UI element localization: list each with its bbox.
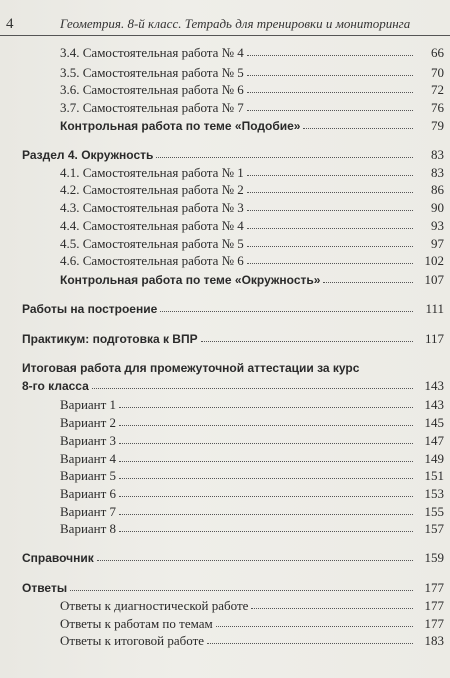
toc-entry [0, 486, 450, 504]
toc-entry-page: 90 [431, 200, 444, 215]
toc-entry-page: 107 [424, 272, 444, 287]
toc-entry-page: 147 [424, 433, 444, 448]
header-rule [0, 35, 450, 36]
toc-entry-page: 76 [431, 100, 444, 115]
toc-entry [0, 100, 450, 118]
toc-leader-dots [119, 433, 413, 444]
toc-entry-label: Вариант 8 [60, 521, 117, 536]
toc-leader-dots [119, 504, 413, 515]
toc-entry-page: 151 [424, 468, 444, 483]
toc-entry-page: 143 [424, 397, 444, 412]
toc-leader-dots [119, 468, 413, 479]
toc-entry-page: 153 [424, 486, 444, 501]
toc-entry-page: 155 [424, 504, 444, 519]
toc-entry-label: Контрольная работа по теме «Окружность» [60, 273, 321, 287]
toc-entry [0, 433, 450, 451]
toc-entry [0, 45, 450, 63]
toc-entry [0, 236, 450, 254]
toc-entry-label: 4.5. Самостоятельная работа № 5 [60, 236, 244, 251]
toc-entry-page: 157 [424, 521, 444, 536]
toc-entry [0, 633, 450, 651]
toc-entry [0, 165, 450, 183]
toc-entry-label: 4.4. Самостоятельная работа № 4 [60, 218, 244, 233]
toc-entry [0, 182, 450, 200]
toc-entry [0, 65, 450, 83]
toc-entry-page: 159 [424, 550, 444, 565]
toc-leader-dots [247, 200, 413, 211]
toc-entry-label: 8-го класса [22, 379, 89, 393]
toc-entry [0, 253, 450, 271]
toc-entry-label: Вариант 2 [60, 415, 117, 430]
toc-entry [0, 521, 450, 539]
toc-entry-page: 97 [431, 236, 444, 251]
toc-leader-dots [247, 45, 413, 56]
toc-entry-label: Контрольная работа по теме «Подобие» [60, 119, 301, 133]
toc-section-heading [0, 550, 450, 568]
toc-entry-label: Вариант 6 [60, 486, 117, 501]
toc-entry-label: Вариант 1 [60, 397, 117, 412]
toc-entry-label: 3.4. Самостоятельная работа № 4 [60, 45, 244, 60]
toc-entry-page: 66 [431, 45, 444, 60]
toc-section-heading [0, 331, 450, 349]
toc-entry-label: Справочник [22, 551, 94, 565]
toc-entry-page: 145 [424, 415, 444, 430]
running-head: Геометрия. 8-й класс. Тетрадь для тренировки и мониторинга [60, 16, 411, 31]
toc-entry-page: 93 [431, 218, 444, 233]
toc-entry-page: 111 [425, 301, 444, 316]
toc-leader-dots [303, 118, 413, 129]
toc-entry-page: 177 [424, 616, 444, 631]
toc-leader-dots [247, 165, 413, 176]
toc-entry-page: 177 [424, 598, 444, 613]
toc-entry-page: 149 [424, 451, 444, 466]
toc-entry [0, 218, 450, 236]
toc-entry [0, 200, 450, 218]
toc-entry [0, 451, 450, 469]
toc-entry-label: Ответы к итоговой работе [60, 633, 205, 648]
toc-entry-label: 4.3. Самостоятельная работа № 3 [60, 200, 244, 215]
toc-leader-dots [247, 100, 413, 111]
toc-leader-dots [119, 486, 413, 497]
toc-entry [0, 118, 450, 136]
toc-entry-label: 4.1. Самостоятельная работа № 1 [60, 165, 244, 180]
toc-leader-dots [70, 580, 413, 591]
toc-section-heading [0, 301, 450, 319]
toc-entry-label: Итоговая работа для промежуточной аттестации за курс [22, 361, 360, 375]
toc-entry-label: 4.6. Самостоятельная работа № 6 [60, 253, 244, 268]
toc-section-heading [0, 360, 450, 378]
toc-entry [0, 616, 450, 634]
toc-entry-page: 143 [424, 378, 444, 393]
toc-entry-label: Раздел 4. Окружность [22, 148, 154, 162]
toc-entry-page: 79 [431, 118, 444, 133]
toc-leader-dots [247, 82, 413, 93]
toc-leader-dots [97, 550, 413, 561]
toc-entry-label: 3.7. Самостоятельная работа № 7 [60, 100, 244, 115]
toc-leader-dots [119, 397, 413, 408]
toc-entry-label: Вариант 3 [60, 433, 117, 448]
toc-leader-dots [247, 218, 413, 229]
toc-leader-dots [247, 236, 413, 247]
toc-section-heading [0, 378, 450, 396]
toc-entry-page: 86 [431, 182, 444, 197]
toc-leader-dots [119, 451, 413, 462]
toc-entry-label: 4.2. Самостоятельная работа № 2 [60, 182, 244, 197]
page-number: 4 [6, 16, 14, 32]
toc-leader-dots [119, 415, 413, 426]
toc-entry-page: 72 [431, 82, 444, 97]
toc-section-heading [0, 147, 450, 165]
toc-leader-dots [207, 633, 413, 644]
toc-leader-dots [216, 616, 413, 627]
toc-entry [0, 82, 450, 100]
toc-leader-dots [156, 147, 413, 158]
toc-entry-page: 177 [424, 580, 444, 595]
toc-entry-label: Вариант 5 [60, 468, 117, 483]
toc-leader-dots [201, 331, 413, 342]
toc-entry-label: 3.5. Самостоятельная работа № 5 [60, 65, 244, 80]
toc-entry-label: Вариант 7 [60, 504, 117, 519]
toc-leader-dots [251, 598, 413, 609]
toc-entry-label: Ответы к диагностической работе [60, 598, 249, 613]
toc-entry [0, 272, 450, 290]
toc-entry-label: Ответы [22, 581, 68, 595]
toc-entry-page: 70 [431, 65, 444, 80]
toc-leader-dots [323, 272, 413, 283]
toc-entry-label: Ответы к работам по темам [60, 616, 213, 631]
toc-entry [0, 468, 450, 486]
toc-entry-label: Работы на построение [22, 302, 158, 316]
toc-entry-page: 83 [431, 147, 444, 162]
toc-entry-page: 102 [424, 253, 444, 268]
toc-entry [0, 598, 450, 616]
toc-leader-dots [247, 182, 413, 193]
toc-entry-label: 3.6. Самостоятельная работа № 6 [60, 82, 244, 97]
toc-entry [0, 504, 450, 522]
toc-entry-page: 117 [424, 331, 444, 346]
toc-entry-page: 83 [431, 165, 444, 180]
toc-entry [0, 397, 450, 415]
toc-entry [0, 415, 450, 433]
toc-leader-dots [247, 65, 413, 76]
toc-entry-page: 183 [424, 633, 444, 648]
toc-leader-dots [119, 521, 413, 532]
toc-leader-dots [92, 378, 413, 389]
toc-entry-label: Вариант 4 [60, 451, 117, 466]
page-header [0, 10, 450, 36]
toc-entry-label: Практикум: подготовка к ВПР [22, 332, 198, 346]
toc-leader-dots [247, 253, 413, 264]
toc-leader-dots [160, 301, 413, 312]
toc-section-heading [0, 580, 450, 598]
